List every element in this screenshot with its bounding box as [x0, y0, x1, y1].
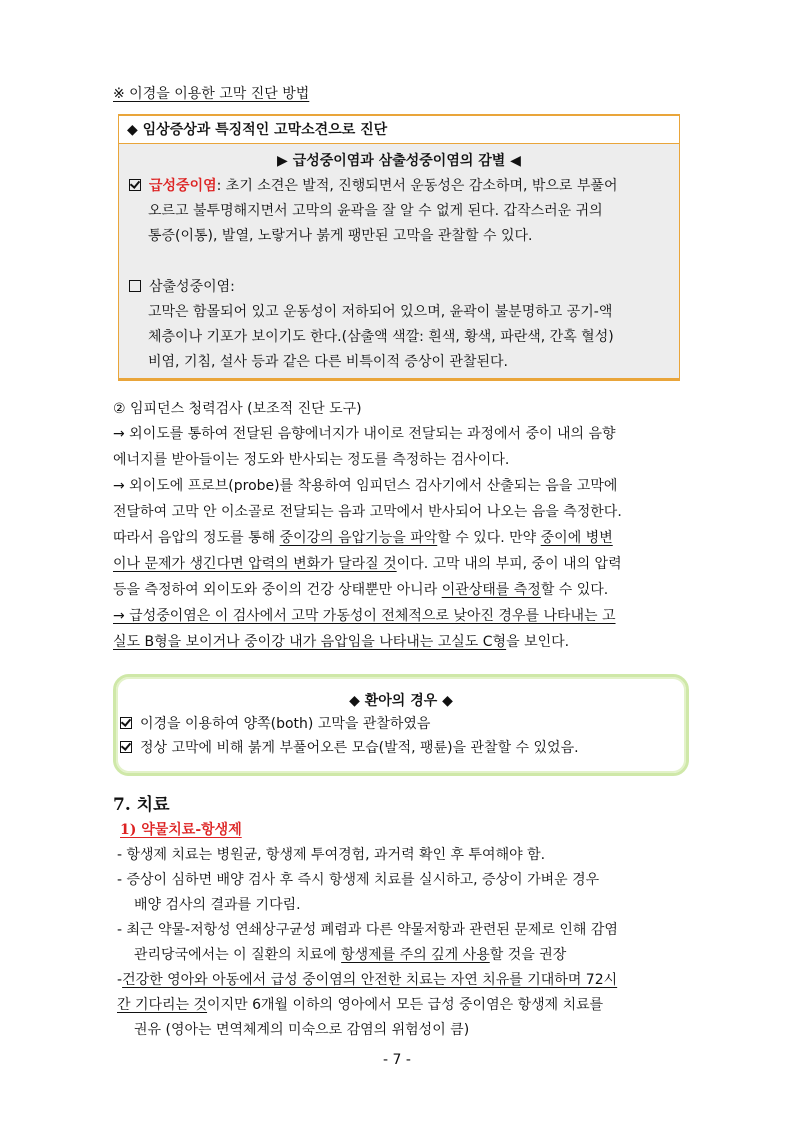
bullet-line: 권유 (영아는 면역체계의 미숙으로 감염의 위험성이 큼): [134, 1022, 470, 1038]
page-number: - 7 -: [383, 1052, 411, 1068]
underlined-text: 건강한 영아와 아동에서 급성 중이염의 안전한 치료는 자연 치유를 기대하며 72시: [122, 972, 618, 988]
unchecked-box-icon: [129, 280, 141, 292]
text-span: 을 보인다.: [506, 634, 570, 650]
case-item: [120, 738, 579, 758]
underlined-text: 중이에 병변: [540, 530, 613, 546]
paragraph-line: → 급성중이염은 이 검사에서 고막 가동성이 전체적으로 낮아진 경우를 나타내는 고: [113, 608, 616, 624]
patient-case-box: [113, 674, 689, 776]
text-span: 할 것을 권장: [489, 947, 567, 963]
paragraph-line: [113, 580, 608, 600]
paragraph-line: → 외이도에 프로브(probe)를 착용하여 임피던스 검사기에서 산출되는 음을 고막에: [113, 478, 618, 494]
bullet-line: [117, 970, 617, 990]
paragraph-line: 에너지를 받아들이는 정도와 반사되는 정도를 측정하는 검사이다.: [113, 452, 510, 468]
checked-box-icon: [129, 179, 141, 191]
case-item: [120, 714, 430, 734]
underlined-text: 간 기다리는 것: [117, 997, 208, 1013]
item-text-line: 체층이나 기포가 보이기도 한다.(삼출액 색깔: 흰색, 황색, 파란색, 간혹 혈성): [148, 329, 614, 345]
underlined-text: 실도 B형을 보이거나 중이강 내가 음압임을 나타내는 고실도 C형: [113, 634, 507, 650]
paragraph-line: 전달하여 고막 안 이소골로 전달되는 음과 고막에서 반사되어 나오는 음을 측정한다.: [113, 504, 622, 520]
text-span: 이지만 6개월 이하의 영아에서 모든 급성 중이염은 항생제 치료를: [207, 997, 604, 1013]
item-text: : 초기 소견은 발적, 진행되면서 운동성은 감소하며, 밖으로 부풀어: [216, 178, 618, 194]
text-span: 등을 측정하여 외이도와 중이의 건강 상태뿐만 아니라: [113, 582, 442, 598]
underlined-text: 이관상태를 측정: [441, 582, 541, 598]
underlined-text: 항생제를 주의 깊게 사용: [341, 947, 490, 963]
item-effusion-otitis: [129, 277, 235, 297]
bullet-line: [117, 995, 603, 1015]
section-heading: 7. 치료: [113, 795, 170, 815]
checked-box-icon: [120, 741, 132, 753]
item-text-line: 통증(이통), 발열, 노랗거나 붉게 팽만된 고막을 관찰할 수 있다.: [148, 228, 533, 244]
box-header-text: ◆ 임상증상과 특징적인 고막소견으로 진단: [127, 122, 388, 138]
paragraph-line: [113, 528, 613, 548]
box-body: [119, 144, 679, 378]
section-title: ② 임피던스 청력검사 (보조적 진단 도구): [113, 401, 362, 417]
bullet-line: 배양 검사의 결과를 기다림.: [134, 897, 301, 913]
subsection-heading: 1) 약물치료-항생제: [120, 822, 242, 838]
paragraph-line: [113, 632, 569, 652]
differential-diagnosis-box: [118, 114, 680, 381]
box-subheader: ▶ 급성중이염과 삼출성중이염의 감별 ◀: [277, 153, 521, 169]
bullet-line: - 항생제 치료는 병원균, 항생제 투여경험, 과거력 확인 후 투여해야 함.: [117, 847, 546, 863]
top-heading: ※ 이경을 이용한 고막 진단 방법: [113, 86, 310, 102]
box-header: [119, 116, 679, 144]
box-title: ◆ 환아의 경우 ◆: [349, 693, 453, 709]
item-label: 급성중이염: [149, 178, 217, 194]
text-span: 할 수 있다.: [540, 582, 609, 598]
underlined-text: 이나 문제가 생긴다면 압력의 변화가 달라질 것: [113, 556, 397, 572]
paragraph-line: [113, 554, 622, 574]
underlined-text: 중이강의 음압기능을 파악: [279, 530, 438, 546]
item-text-line: 오르고 불투명해지면서 고막의 윤곽을 잘 알 수 없게 된다. 갑작스러운 귀의: [148, 203, 603, 219]
item-text-line: 고막은 함몰되어 있고 운동성이 저하되어 있으며, 윤곽이 불분명하고 공기-액: [148, 304, 613, 320]
bullet-line: - 증상이 심하면 배양 검사 후 즉시 항생제 치료를 실시하고, 증상이 가벼운 경우: [117, 872, 600, 888]
bullet-line: - 최근 약물-저항성 연쇄상구균성 폐렴과 다른 약물저항과 관련된 문제로 인해 감염: [117, 922, 618, 938]
text-span: 이다. 고막 내의 부피, 중이 내의 압력: [396, 556, 622, 572]
item-acute-otitis: [129, 176, 617, 196]
item-text-line: 비염, 기침, 설사 등과 같은 다른 비특이적 증상이 관찰된다.: [148, 354, 509, 370]
checked-box-icon: [120, 717, 132, 729]
text-span: 따라서 음압의 정도를 통해: [113, 530, 280, 546]
item-label: 삼출성중이염:: [149, 279, 235, 295]
case-item-text: 이경을 이용하여 양쪽(both) 고막을 관찰하였음: [140, 716, 431, 732]
paragraph-line: → 외이도를 통하여 전달된 음향에너지가 내이로 전달되는 과정에서 중이 내의 음향: [113, 426, 616, 442]
case-item-text: 정상 고막에 비해 붉게 부풀어오른 모습(발적, 팽륜)을 관찰할 수 있었음.: [140, 740, 579, 756]
text-span: -: [117, 972, 123, 988]
text-span: 할 수 있다. 만약: [437, 530, 541, 546]
text-span: 관리당국에서는 이 질환의 치료에: [134, 947, 342, 963]
bullet-line: [134, 945, 566, 965]
